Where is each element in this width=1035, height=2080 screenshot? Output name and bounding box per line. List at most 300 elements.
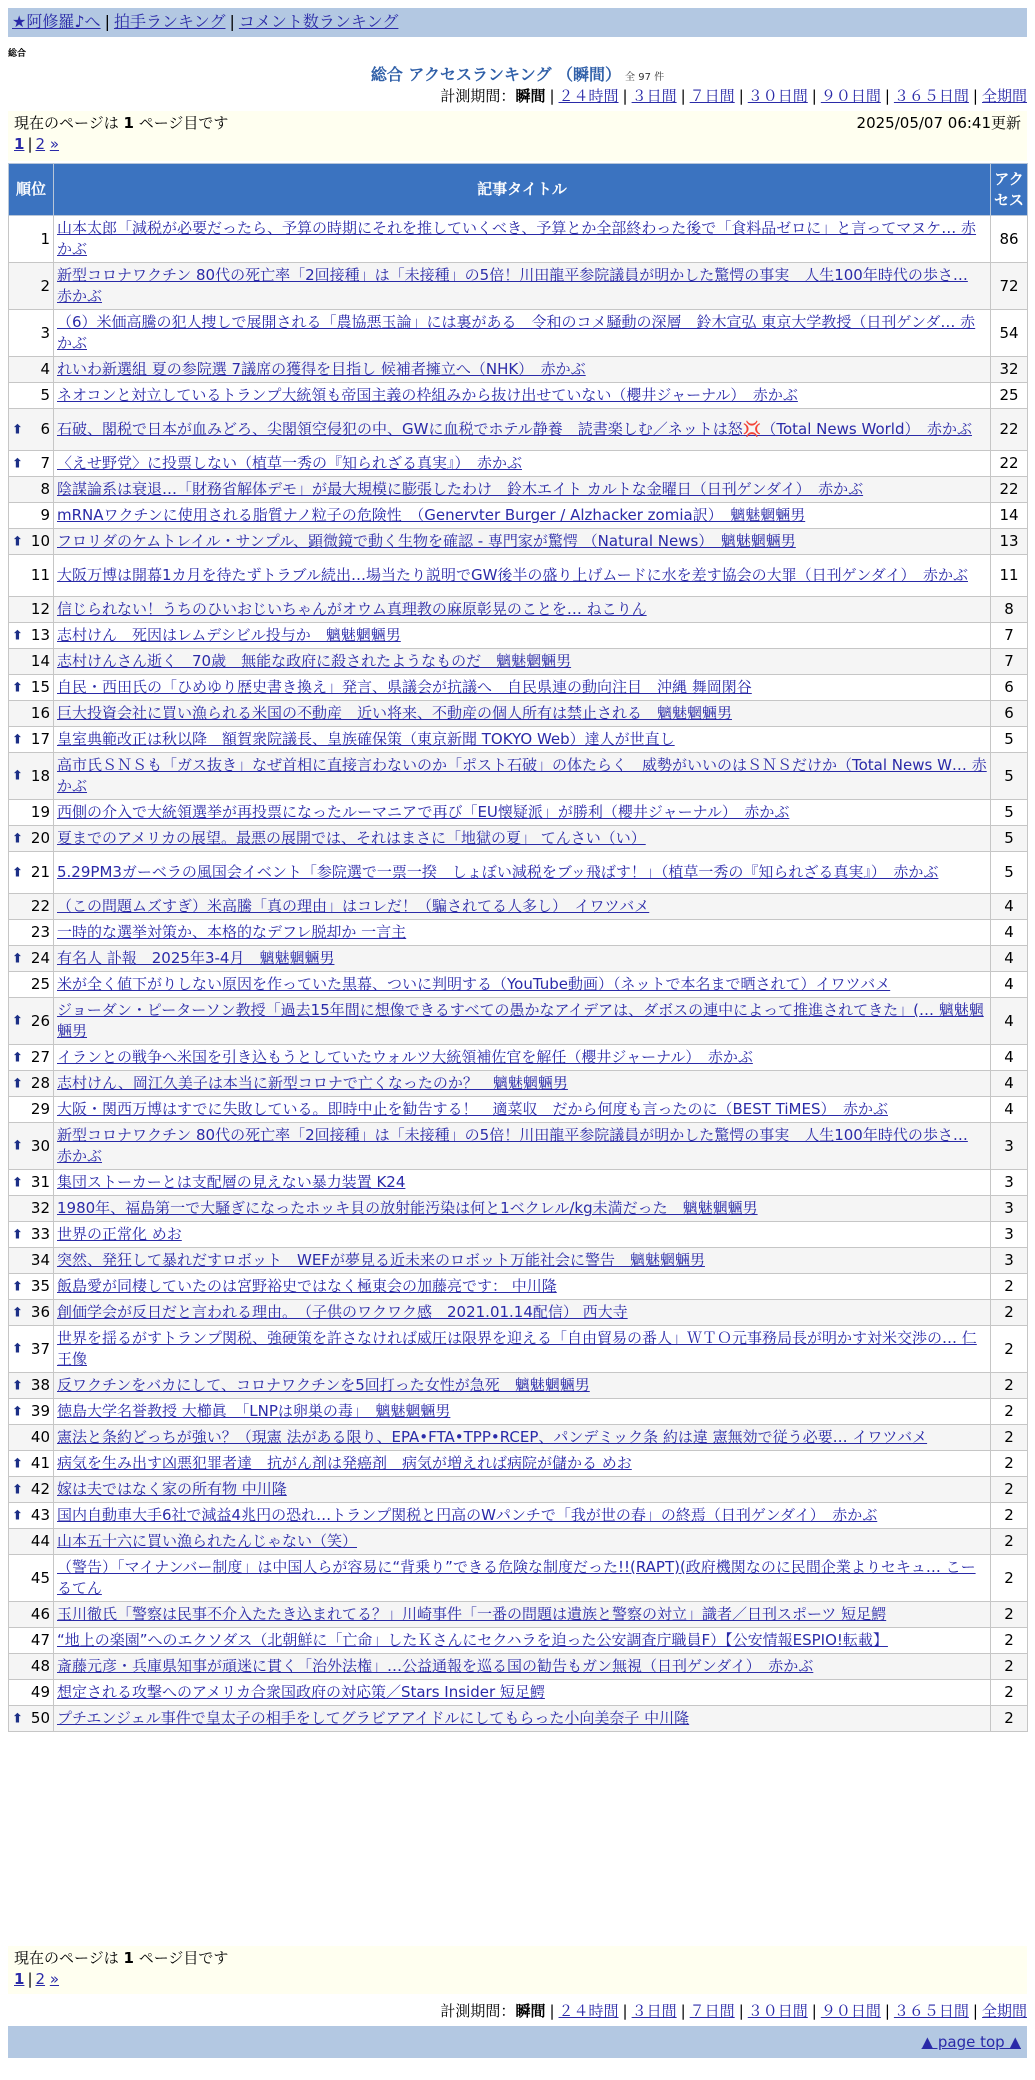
table-row xyxy=(9,800,1028,826)
rank-number: 19 xyxy=(30,803,50,821)
article-title-link[interactable]: 新型コロナワクチン 80代の死亡率「2回接種」は「未接種」の5倍！川田龍平参院議員が明かした驚愕の事実 人生100年時代の歩さ… 赤かぶ xyxy=(57,266,968,305)
rank-up-arrow-icon: ⬆ xyxy=(12,1378,23,1393)
period-separator: | xyxy=(549,87,555,105)
rank-up-arrow-icon: ⬆ xyxy=(12,1138,23,1154)
title-cell xyxy=(54,1326,991,1373)
rank-number: 46 xyxy=(30,1605,50,1623)
rank-number: 6 xyxy=(40,420,50,438)
article-title-link[interactable]: 山本太郎「減税が必要だったら、予算の時期にそれを推していくべき、予算とか全部終わった後で「食料品ゼロに」と言ってマヌケ… 赤かぶ xyxy=(57,219,977,258)
access-count: 22 xyxy=(991,451,1028,477)
rank-cell xyxy=(9,1602,54,1628)
period-option-link[interactable]: ３日間 xyxy=(631,87,677,105)
table-row xyxy=(9,1628,1028,1654)
access-count: 2 xyxy=(991,1654,1028,1680)
article-title-link[interactable]: 志村けんさん逝く 70歳 無能な政府に殺されたようなものだ 魑魅魍魎男 xyxy=(57,652,572,670)
rank-cell xyxy=(9,555,54,597)
title-cell xyxy=(54,1123,991,1170)
article-title-link[interactable]: “地上の楽園”へのエクソダス（北朝鮮に「亡命」したＫさんにセクハラを迫った公安調査庁職員F）【公安情報ESPIO!転載】 xyxy=(57,1631,888,1649)
table-row xyxy=(9,649,1028,675)
period-separator: | xyxy=(811,87,817,105)
title-cell xyxy=(54,383,991,409)
access-count: 4 xyxy=(991,1045,1028,1071)
access-count: 32 xyxy=(991,357,1028,383)
article-title-link[interactable]: ネオコンと対立しているトランプ大統領も帝国主義の枠組みから抜け出せていない（櫻井ジャーナル） 赤かぶ xyxy=(57,386,798,404)
period-separator: | xyxy=(622,87,628,105)
rank-number: 14 xyxy=(30,652,50,670)
rank-number: 15 xyxy=(30,678,50,696)
title-cell xyxy=(54,216,991,263)
title-cell xyxy=(54,451,991,477)
rank-number: 10 xyxy=(30,532,50,550)
period-label: 計測期間： xyxy=(440,87,516,105)
access-count: 3 xyxy=(991,1123,1028,1170)
header-access: アクセス xyxy=(991,164,1028,216)
rank-cell xyxy=(9,675,54,701)
access-count: 2 xyxy=(991,1451,1028,1477)
title-cell xyxy=(54,1680,991,1706)
table-row xyxy=(9,701,1028,727)
access-count: 3 xyxy=(991,1196,1028,1222)
access-count: 86 xyxy=(991,216,1028,263)
rank-number: 45 xyxy=(30,1568,50,1587)
table-row xyxy=(9,263,1028,310)
rank-number: 13 xyxy=(30,626,50,644)
table-row xyxy=(9,1706,1028,1732)
pager-next-link[interactable]: » xyxy=(49,1970,60,1988)
article-title-link[interactable]: 信じられない！うちのひいおじいちゃんがオウム真理教の麻原彰晃のことを… ねこりん xyxy=(57,600,647,618)
access-count: 3 xyxy=(991,1222,1028,1248)
table-row xyxy=(9,826,1028,852)
title-cell xyxy=(54,852,991,894)
pager-top xyxy=(14,134,1021,155)
table-row xyxy=(9,675,1028,701)
rank-number: 2 xyxy=(40,276,50,295)
table-row xyxy=(9,1170,1028,1196)
rank-up-arrow-icon: ⬆ xyxy=(12,1050,23,1065)
rank-cell xyxy=(9,701,54,727)
article-title-link[interactable]: 玉川徹氏「警察は民事不介入たたき込まれてる？」川崎事件「一番の問題は遺族と警察の対立」識者／日刊スポーツ 短足鰐 xyxy=(57,1605,887,1623)
title-cell xyxy=(54,1373,991,1399)
page-top-link[interactable]: ▲ page top ▲ xyxy=(921,2033,1021,2051)
section-label: 総合 xyxy=(8,49,27,59)
rank-number: 28 xyxy=(30,1074,50,1092)
access-count: 2 xyxy=(991,1425,1028,1451)
table-row xyxy=(9,1503,1028,1529)
access-count: 2 xyxy=(991,1706,1028,1732)
rank-cell xyxy=(9,1654,54,1680)
rank-cell xyxy=(9,383,54,409)
article-title-link[interactable]: 大阪万博は開幕1カ月を待たずトラブル続出…場当たり説明でGW後半の盛り上げムードに水を差す協会の大罪（日刊ゲンダイ） 赤かぶ xyxy=(57,566,968,584)
rank-number: 12 xyxy=(30,600,50,618)
title-cell xyxy=(54,920,991,946)
table-row xyxy=(9,623,1028,649)
rank-number: 38 xyxy=(30,1376,50,1394)
rank-up-arrow-icon: ⬆ xyxy=(12,831,23,846)
table-row xyxy=(9,753,1028,800)
article-title-link[interactable]: 石破、閣税で日本が血みどろ、尖閣領空侵犯の中、GWに血税でホテル静養 読書楽しむ／ネットは怒💢（Total News World） 赤かぶ xyxy=(57,420,972,438)
title-cell xyxy=(54,998,991,1045)
rank-number: 16 xyxy=(30,704,50,722)
article-title-link[interactable]: 陰謀論系は衰退…「財務省解体デモ」が最大規模に膨張したわけ 鈴木エイト カルトな金曜日（日刊ゲンダイ） 赤かぶ xyxy=(57,480,864,498)
access-count: 5 xyxy=(991,800,1028,826)
rank-up-arrow-icon: ⬆ xyxy=(12,422,23,437)
ranking-table-body xyxy=(9,216,1028,1732)
access-count: 22 xyxy=(991,477,1028,503)
rank-number: 33 xyxy=(30,1225,50,1243)
table-row xyxy=(9,1097,1028,1123)
rank-cell xyxy=(9,216,54,263)
table-row xyxy=(9,451,1028,477)
title-cell xyxy=(54,826,991,852)
rank-cell xyxy=(9,1274,54,1300)
rank-up-arrow-icon: ⬆ xyxy=(12,534,23,549)
pager-page-current[interactable]: 1 xyxy=(14,1970,25,1988)
table-row xyxy=(9,555,1028,597)
access-count: 54 xyxy=(991,310,1028,357)
access-count: 22 xyxy=(991,409,1028,451)
rank-cell xyxy=(9,894,54,920)
rank-number: 43 xyxy=(30,1506,50,1524)
rank-number: 23 xyxy=(30,923,50,941)
title-cell xyxy=(54,1628,991,1654)
article-title-link[interactable]: 一時的な選挙対策か、本格的なデフレ脱却か 一言主 xyxy=(57,923,407,941)
period-selector-top xyxy=(440,85,1027,106)
article-title-link[interactable]: （この問題ムズすぎ）米高騰「真の理由」はコレだ！（騙されてる人多し） イワツバメ xyxy=(57,897,650,915)
period-option-link[interactable]: ２４時間 xyxy=(558,2002,619,2020)
article-title-link[interactable]: mRNAワクチンに使用される脂質ナノ粒子の危険性 （Genervter Burger / Alzhacker zomia訳） 魑魅魍魎男 xyxy=(57,506,806,524)
article-title-link[interactable]: 有名人 訃報 2025年3-4月 魑魅魍魎男 xyxy=(57,949,335,967)
article-title-link[interactable]: 飯島愛が同棲していたのは宮野裕史ではなく極東会の加藤亮です： 中川隆 xyxy=(57,1277,557,1295)
access-count: 2 xyxy=(991,1274,1028,1300)
article-title-link[interactable]: 病気を生み出す凶悪犯罪者達 抗がん剤は発癌剤 病気が増えれば病院が儲かる めお xyxy=(57,1454,632,1472)
article-title-link[interactable]: 集団ストーカーとは支配層の見えない暴力装置 K24 xyxy=(57,1173,406,1191)
title-cell xyxy=(54,753,991,800)
table-row xyxy=(9,503,1028,529)
title-cell xyxy=(54,1477,991,1503)
article-title-link[interactable]: 夏までのアメリカの展望。最悪の展開では、それはまさに「地獄の夏」 てんさい（い） xyxy=(57,829,646,847)
article-title-link[interactable]: 〈えせ野党〉に投票しない（植草一秀の『知られざる真実』） 赤かぶ xyxy=(57,454,523,472)
period-option-link[interactable]: ７日間 xyxy=(689,2002,735,2020)
rank-cell xyxy=(9,1045,54,1071)
article-title-link[interactable]: 斎藤元彦・兵庫県知事が頑迷に貫く「治外法権」…公益通報を巡る国の勧告もガン無視（日刊ゲンダイ） 赤かぶ xyxy=(57,1657,814,1675)
table-row xyxy=(9,1248,1028,1274)
title-cell xyxy=(54,1170,991,1196)
rank-cell xyxy=(9,477,54,503)
top-nav-bar xyxy=(8,8,1027,37)
rank-cell xyxy=(9,1097,54,1123)
access-count: 4 xyxy=(991,1071,1028,1097)
table-row xyxy=(9,972,1028,998)
article-title-link[interactable]: 西側の介入で大統領選挙が再投票になったルーマニアで再び「EU懐疑派」が勝利（櫻井ジャーナル） 赤かぶ xyxy=(57,803,790,821)
table-row xyxy=(9,1477,1028,1503)
rank-number: 5 xyxy=(40,386,50,404)
access-count: 5 xyxy=(991,727,1028,753)
table-row xyxy=(9,1196,1028,1222)
page-current-number: 1 xyxy=(123,1949,134,1967)
title-cell xyxy=(54,1425,991,1451)
rank-number: 50 xyxy=(30,1709,50,1727)
period-option-link[interactable]: ３日間 xyxy=(631,2002,677,2020)
rank-cell xyxy=(9,451,54,477)
table-row xyxy=(9,1425,1028,1451)
title-cell xyxy=(54,972,991,998)
period-current: 瞬間 xyxy=(515,87,546,105)
period-option-link[interactable]: ９０日間 xyxy=(820,87,881,105)
rank-number: 49 xyxy=(30,1683,50,1701)
rank-up-arrow-icon: ⬆ xyxy=(12,1305,23,1320)
period-option-link[interactable]: ３０日間 xyxy=(747,2002,808,2020)
rank-number: 30 xyxy=(30,1136,50,1155)
rank-up-arrow-icon: ⬆ xyxy=(12,1404,23,1419)
period-separator: | xyxy=(622,2002,628,2020)
article-title-link[interactable]: プチエンジェル事件で皇太子の相手をしてグラビアアイドルにしてもらった小向美奈子 中川隆 xyxy=(57,1709,690,1727)
access-count: 4 xyxy=(991,998,1028,1045)
period-label: 計測期間： xyxy=(440,2002,516,2020)
access-count: 2 xyxy=(991,1680,1028,1706)
title-cell xyxy=(54,623,991,649)
rank-number: 40 xyxy=(30,1428,50,1446)
title-cell xyxy=(54,357,991,383)
article-title-link[interactable]: 志村けん 死因はレムデシビル投与か 魑魅魍魎男 xyxy=(57,626,401,644)
period-separator: | xyxy=(884,2002,890,2020)
article-title-link[interactable]: 自民・西田氏の「ひめゆり歴史書き換え」発言、県議会が抗議へ 自民県連の動向注目 沖縄 舞岡閑谷 xyxy=(57,678,752,696)
article-title-link[interactable]: 大阪・関西万博はすでに失敗している。即時中止を勧告する！ 適菜収 だから何度も言ったのに（BEST TiMES） 赤かぶ xyxy=(57,1100,888,1118)
access-count: 2 xyxy=(991,1628,1028,1654)
pager-separator: | xyxy=(27,135,33,153)
pager-page-current[interactable]: 1 xyxy=(14,135,25,153)
article-title-link[interactable]: 世界の正常化 めお xyxy=(57,1225,182,1243)
title-cell xyxy=(54,1071,991,1097)
title-cell xyxy=(54,649,991,675)
rank-cell xyxy=(9,1451,54,1477)
access-count: 6 xyxy=(991,675,1028,701)
access-count: 2 xyxy=(991,1477,1028,1503)
article-title-link[interactable]: 創価学会が反日だと言われる理由。 （子供のワクワク感 2021.01.14配信） 西大寺 xyxy=(57,1303,628,1321)
article-title-link[interactable]: 5.29PM3ガーベラの風国会イベント「参院選で一票一揆 しょぼい減税をブッ飛ばす！」（植草一秀の『知られざる真実』） 赤かぶ xyxy=(57,863,939,881)
rank-cell xyxy=(9,920,54,946)
rank-cell xyxy=(9,529,54,555)
pager-bottom xyxy=(14,1969,1021,1990)
rank-cell xyxy=(9,1123,54,1170)
rank-number: 11 xyxy=(30,566,50,584)
rank-cell xyxy=(9,826,54,852)
pager-next-link[interactable]: » xyxy=(49,135,60,153)
rank-up-arrow-icon: ⬆ xyxy=(12,1076,23,1091)
nav-link-comment-ranking[interactable]: コメント数ランキング xyxy=(238,12,399,31)
nav-link-asyura[interactable]: ★阿修羅♪へ xyxy=(12,12,101,31)
title-cell xyxy=(54,310,991,357)
period-option-link[interactable]: ３６５日間 xyxy=(893,2002,969,2020)
rank-number: 25 xyxy=(30,975,50,993)
period-option-link[interactable]: 全期間 xyxy=(981,2002,1027,2020)
access-count: 4 xyxy=(991,946,1028,972)
rank-number: 4 xyxy=(40,360,50,378)
header-title: 記事タイトル xyxy=(54,164,991,216)
access-count: 2 xyxy=(991,1503,1028,1529)
rank-cell xyxy=(9,1503,54,1529)
table-row xyxy=(9,477,1028,503)
rank-up-arrow-icon: ⬆ xyxy=(12,628,23,643)
article-title-link[interactable]: 1980年、福島第一で大騒ぎになったホッキ貝の放射能汚染は何と1ベクレル/kg未満だった 魑魅魍魎男 xyxy=(57,1199,758,1217)
rank-number: 32 xyxy=(30,1199,50,1217)
access-count: 2 xyxy=(991,1373,1028,1399)
rank-cell xyxy=(9,852,54,894)
nav-separator: | xyxy=(229,12,235,31)
article-title-link[interactable]: 憲法と条約どっちが強い？（現憲 法がある限り、EPA•FTA•TPP•RCEP、パンデミック条 約は違 憲無効で従う必要… イワツバメ xyxy=(57,1428,928,1446)
total-count: 全 97 件 xyxy=(625,72,665,83)
title-cell xyxy=(54,800,991,826)
period-option-link[interactable]: ２４時間 xyxy=(558,87,619,105)
page-info-bottom xyxy=(8,1946,1027,1994)
period-option-link[interactable]: ３６５日間 xyxy=(893,87,969,105)
period-option-link[interactable]: 全期間 xyxy=(981,87,1027,105)
access-count: 11 xyxy=(991,555,1028,597)
rank-number: 35 xyxy=(30,1277,50,1295)
table-row xyxy=(9,1300,1028,1326)
table-row xyxy=(9,1555,1028,1602)
article-title-link[interactable]: れいわ新選組 夏の参院選 7議席の獲得を目指し 候補者擁立へ（NHK） 赤かぶ xyxy=(57,360,586,378)
article-title-link[interactable]: ジョーダン・ピーターソン教授「過去15年間に想像できるすべての愚かなアイデアは、ダボスの連中によって推進されてきた」(… 魑魅魍魎男 xyxy=(57,1001,984,1040)
rank-cell xyxy=(9,263,54,310)
table-row xyxy=(9,409,1028,451)
rank-cell xyxy=(9,597,54,623)
rank-cell xyxy=(9,310,54,357)
article-title-link[interactable]: 米が全く値下がりしない原因を作っていた黒幕、ついに判明する（YouTube動画）（ネットで本名まで晒されて）イワツバメ xyxy=(57,975,891,993)
article-title-link[interactable]: 新型コロナワクチン 80代の死亡率「2回接種」は「未接種」の5倍！川田龍平参院議員が明かした驚愕の事実 人生100年時代の歩さ… 赤かぶ xyxy=(57,1126,968,1165)
table-row xyxy=(9,727,1028,753)
title-cell xyxy=(54,263,991,310)
page-text-before: 現在のページは xyxy=(14,1949,124,1967)
article-title-link[interactable]: 志村けん、岡江久美子は本当に新型コロナで亡くなったのか？ 魑魅魍魎男 xyxy=(57,1074,568,1092)
rank-cell xyxy=(9,998,54,1045)
period-separator: | xyxy=(738,87,744,105)
access-count: 5 xyxy=(991,753,1028,800)
rank-up-arrow-icon: ⬆ xyxy=(12,1279,23,1294)
page-current-number: 1 xyxy=(123,114,134,132)
table-row xyxy=(9,597,1028,623)
period-separator: | xyxy=(884,87,890,105)
article-title-link[interactable]: 皇室典範改正は秋以降 額賀衆院議長、皇族確保策（東京新聞 TOKYO Web）達人が世直し xyxy=(57,730,675,748)
period-selector-bottom xyxy=(440,2000,1027,2021)
access-count: 2 xyxy=(991,1555,1028,1602)
rank-number: 9 xyxy=(40,506,50,524)
rank-up-arrow-icon: ⬆ xyxy=(12,1508,23,1523)
rank-up-arrow-icon: ⬆ xyxy=(12,865,23,880)
article-title-link[interactable]: イランとの戦争へ米国を引き込もうとしていたウォルツ大統領補佐官を解任（櫻井ジャーナル） 赤かぶ xyxy=(57,1048,753,1066)
title-cell xyxy=(54,1196,991,1222)
ranking-table xyxy=(8,163,1028,1732)
rank-cell xyxy=(9,357,54,383)
access-count: 2 xyxy=(991,1300,1028,1326)
rank-up-arrow-icon: ⬆ xyxy=(12,1227,23,1242)
title-cell xyxy=(54,1045,991,1071)
rank-number: 24 xyxy=(30,949,50,967)
access-count: 2 xyxy=(991,1326,1028,1373)
article-title-link[interactable]: 徳島大学名誉教授 大櫛眞 「LNPは卵巣の毒」 魑魅魍魎男 xyxy=(57,1402,451,1420)
rank-number: 34 xyxy=(30,1251,50,1269)
article-title-link[interactable]: 世界を揺るがすトランプ関税、強硬策を許さなければ威圧は限界を迎える「自由貿易の番人」ＷＴＯ元事務局長が明かす対米交渉の… 仁王像 xyxy=(57,1329,977,1368)
nav-link-applause-ranking[interactable]: 拍手ランキング xyxy=(113,12,226,31)
rank-number: 3 xyxy=(40,323,50,342)
access-count: 14 xyxy=(991,503,1028,529)
access-count: 25 xyxy=(991,383,1028,409)
pager-page-link[interactable]: 2 xyxy=(35,135,46,153)
title-cell xyxy=(54,555,991,597)
rank-number: 39 xyxy=(30,1402,50,1420)
rank-cell xyxy=(9,1425,54,1451)
rank-number: 31 xyxy=(30,1173,50,1191)
article-title-link[interactable]: 高市氏ＳＮＳも「ガス抜き」なぜ首相に直接言わないのか「ポスト石破」の体たらく 威勢がいいのはＳＮＳだけか（Total News W… 赤かぶ xyxy=(57,756,987,795)
title-cell xyxy=(54,1300,991,1326)
title-cell xyxy=(54,727,991,753)
pager-page-link[interactable]: 2 xyxy=(35,1970,46,1988)
period-option-link[interactable]: ３０日間 xyxy=(747,87,808,105)
rank-cell xyxy=(9,1706,54,1732)
rank-cell xyxy=(9,1628,54,1654)
table-row xyxy=(9,1602,1028,1628)
rank-up-arrow-icon: ⬆ xyxy=(12,951,23,966)
rank-number: 22 xyxy=(30,897,50,915)
access-count: 5 xyxy=(991,826,1028,852)
rank-cell xyxy=(9,1529,54,1555)
article-title-link[interactable]: 想定される攻撃へのアメリカ合衆国政府の対応策／Stars Insider 短足鰐 xyxy=(57,1683,545,1701)
title-cell xyxy=(54,701,991,727)
period-option-link[interactable]: ９０日間 xyxy=(820,2002,881,2020)
pager-separator: | xyxy=(27,1970,33,1988)
title-cell xyxy=(54,946,991,972)
article-title-link[interactable]: フロリダのケムトレイル・サンプル、顕微鏡で動く生物を確認 - 専門家が驚愕 （Natural News） 魑魅魍魎男 xyxy=(57,532,796,550)
article-title-link[interactable]: 山本五十六に買い漁られたんじゃない（笑） xyxy=(57,1532,358,1550)
period-option-link[interactable]: ７日間 xyxy=(689,87,735,105)
article-title-link[interactable]: 国内自動車大手6社で減益4兆円の恐れ…トランプ関税と円高のWパンチで「我が世の春」の終焉（日刊ゲンダイ） 赤かぶ xyxy=(57,1506,878,1524)
access-count: 4 xyxy=(991,920,1028,946)
access-count: 4 xyxy=(991,894,1028,920)
table-row xyxy=(9,310,1028,357)
header-rank: 順位 xyxy=(9,164,54,216)
table-row xyxy=(9,383,1028,409)
table-row xyxy=(9,998,1028,1045)
page-text-after: ページ目です xyxy=(133,114,229,132)
rank-cell xyxy=(9,1326,54,1373)
table-row xyxy=(9,946,1028,972)
period-separator: | xyxy=(811,2002,817,2020)
article-title-link[interactable]: 巨大投資会社に買い漁られる米国の不動産 近い将来、不動産の個人所有は禁止される 魑魅魍魎男 xyxy=(57,704,733,722)
rank-cell xyxy=(9,1300,54,1326)
table-row xyxy=(9,1451,1028,1477)
article-title-link[interactable]: 嫁は夫ではなく家の所有物 中川隆 xyxy=(57,1480,287,1498)
title-cell xyxy=(54,675,991,701)
rank-up-arrow-icon: ⬆ xyxy=(12,680,23,695)
table-row xyxy=(9,894,1028,920)
access-count: 72 xyxy=(991,263,1028,310)
period-separator: | xyxy=(972,87,978,105)
rank-number: 27 xyxy=(30,1048,50,1066)
page-text-before: 現在のページは xyxy=(14,114,124,132)
article-title-link[interactable]: 突然、発狂して暴れだすロボット WEFが夢見る近未来のロボット万能社会に警告 魑魅魍魎男 xyxy=(57,1251,705,1269)
table-row xyxy=(9,1373,1028,1399)
access-count: 2 xyxy=(991,1529,1028,1555)
period-current: 瞬間 xyxy=(515,2002,546,2020)
rank-number: 17 xyxy=(30,730,50,748)
rank-cell xyxy=(9,1196,54,1222)
title-cell xyxy=(54,1097,991,1123)
rank-cell xyxy=(9,623,54,649)
article-title-link[interactable]: （警告）「マイナンバー制度」は中国人らが容易に“背乗り”できる危険な制度だった!!(RAPT)(政府機関なのに民間企業よりセキュ… こーるてん xyxy=(57,1558,976,1597)
article-title-link[interactable]: 反ワクチンをバカにして、コロナワクチンを5回打った女性が急死 魑魅魍魎男 xyxy=(57,1376,590,1394)
article-title-link[interactable]: （6）米価高騰の犯人捜しで展開される「農協悪玉論」には裏がある 令和のコメ騒動の深層 鈴木宣弘 東京大学教授（日刊ゲンダ… 赤かぶ xyxy=(57,313,976,352)
title-cell xyxy=(54,529,991,555)
page-text-after: ページ目です xyxy=(133,1949,229,1967)
